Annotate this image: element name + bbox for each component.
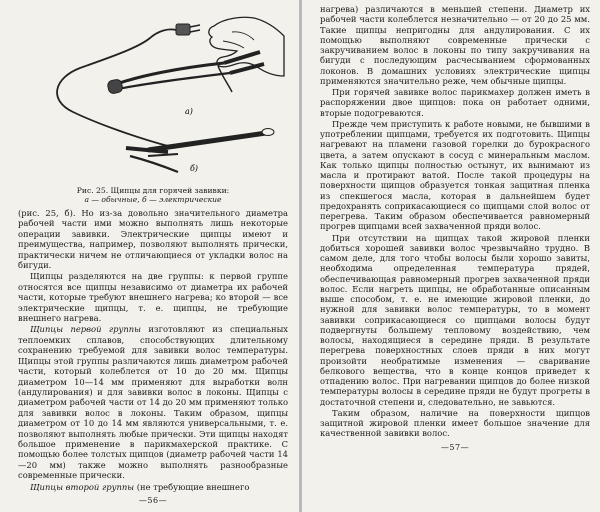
paragraph-r5: Таким образом, наличие на поверхности щипцов защитной жировой пленки имеет большое значение для качественной завивки волос. <box>320 407 590 439</box>
paragraph-3 <box>18 324 288 480</box>
electric-tongs-b <box>126 129 274 173</box>
figure-label-b: б) <box>190 164 199 173</box>
paragraph-3-em: Щипцы первой группы <box>30 324 141 335</box>
page-number-left: —56— <box>138 495 168 505</box>
paragraph-4-rest: (не требующие внешнего <box>134 481 250 492</box>
paragraph-2: Щипцы разделяются на две группы: к первой группе относятся все щипцы независимо от диаметра их рабочей части, которые требуют внешнего нагрева; ко второй — все электрические щипцы, т. е. щипцы, не требующие внешнего нагрева. <box>18 271 288 324</box>
caption-title: Рис. 25. Щипцы для горячей завивки: <box>76 186 230 195</box>
tongs-illustration <box>18 6 288 188</box>
electric-cord <box>57 24 200 146</box>
paragraph-4 <box>18 482 288 492</box>
figure-label-a: а) <box>185 107 193 116</box>
paragraph-4-em: Щипцы второй группы <box>30 481 135 492</box>
paragraph-r3: Прежде чем приступить к работе новыми, не бывшими в употреблении щипцами, требуется их подготовить. Щипцы нагревают на пламени газовой горелки до бурокрасного цвета, а затем опускают в сосуд с минеральным маслом. Как только щипцы полностью остынут, их вынимают из масла и протирают ватой. После такой процедуры на поверхности щипцов образуется тонкая защитная пленка из спекшегося масла, которая в дальнейшем будет предохранять соприкасающиеся со щипцами слой волос от перегрева. Таким образом обеспечивается равномерный прогрев щипцами всей захваченной пряди волос. <box>320 118 590 232</box>
paragraph-r1: нагрева) различаются в меньшей степени. Диаметр их рабочей части колеблется незначительно — от 20 до 25 мм. Такие щипцы непригодны для андулирования. С их помощью выполняют современные прически с закручиванием волос в локоны по типу закручивания на бигуди с последующим расчесыванием сформованных локонов. В домашних условиях электрические щипцы применяются значительно реже, чем обычные щипцы. <box>320 4 590 86</box>
figure-curling-tongs <box>18 6 288 186</box>
paragraph-r4: При отсутствии на щипцах такой жировой пленки добиться хорошей завивки волос чрезвычайно трудно. В самом деле, для того чтобы волосы были хорошо завиты, необходима определенная температура прядей, обеспечивающая равномерный прогрев захваченной пряди волос. Если нагреть щипцы, не обработанные описанным выше способом, т. е. не имеющие жировой пленки, до нужной для завивки волос температуры, то в момент завивки соприкасающиеся со щипцами волосы будут подвергнуты большему тепловому воздействию, чем волосы, находящиеся в середине пряди. В результате перегрева поверхностных слоев пряди в них могут произойти необратимые изменения — сваривание белкового вещества, что в конце концов приведет к отпадению волос. При нагревании щипцов до более низкой температуры волосы в середине пряди не будут прогреты в достаточной степени и, следовательно, не завьются. <box>320 232 590 407</box>
page-number-right: —57— <box>440 442 470 452</box>
paragraph-r2: При горячей завивке волос парикмахер должен иметь в распоряжении двое щипцов: пока он работает одними, вторые подогреваются. <box>320 87 590 118</box>
paragraph-3-rest: изготовляют из специальных теплоемких сплавов, способствующих длительному сохранению требуемой для завивки волос температуры. Щипцы этой группы различаются лишь диаметром рабочей части, который колеблется от 10 до 20 мм. Щипцы диаметром 10—14 мм применяют для выработки волн (андулирования) и для завивки волос в локоны. Щипцы с диаметром рабочей части от 14 до 20 мм применяют только для завивки волос в локоны. Таким образом, щипцы диаметром от 10 до 14 мм являются универсальными, т. е. позволяют выполнять любые прически. Эти щипцы находят большое применение в парикмахерской практике. С помощью более толстых щипцов (диаметр рабочей части 14—20 мм) также можно выполнять разнообразные современные прически. <box>18 324 288 481</box>
ordinary-tongs-a <box>107 52 264 94</box>
right-page <box>302 0 600 512</box>
caption-subtitle: а — обычные, б — электрические <box>84 195 222 204</box>
figure-caption <box>18 186 288 204</box>
paragraph-1: (рис. 25, б). Но из-за довольно значительного диаметра рабочей части ими можно выполнять лишь некоторые операции завивки. Электрические щипцы имеют и преимущества, например, позволяют выполнять прически, практически ничем не отличающиеся от укладки волос на бигуди. <box>18 208 288 271</box>
